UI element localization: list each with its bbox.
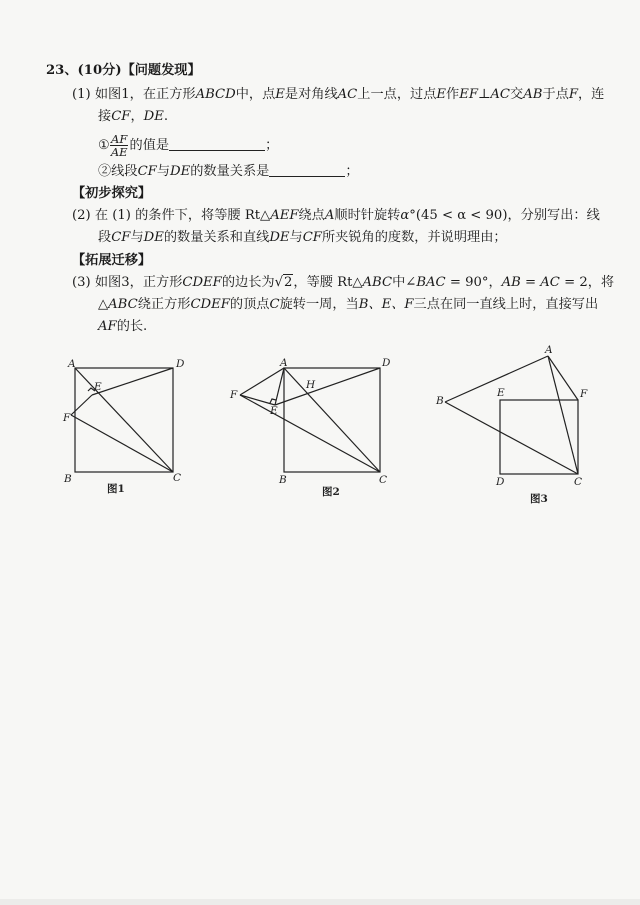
fig1-label-d: D	[176, 358, 185, 370]
fig3-label-c: C	[574, 476, 583, 488]
fig1-diagonal-ac	[75, 368, 173, 472]
fig3-segment-af	[548, 356, 578, 400]
fig2-label-c: C	[379, 474, 388, 486]
fig3-label-b: B	[436, 395, 444, 407]
section-extension-transfer: 【拓展迁移】	[72, 253, 152, 268]
fraction-af-ae: $\frac{AF}{AE}$	[110, 132, 128, 159]
fig3-segment-ac	[548, 356, 578, 474]
fig2-segment-de	[275, 368, 380, 405]
fig2-caption: 图2	[322, 486, 340, 498]
fig3-label-f: F	[580, 388, 588, 400]
fig2-label-f: F	[230, 389, 238, 401]
section-problem-discovery: 【问题发现】	[121, 63, 201, 78]
fig3-label-a: A	[545, 344, 553, 356]
part3-line1: (3) 如图3，正方形CDEF的边长为√2，等腰 Rt△ABC中∠BAC = 90°，AB = AC = 2，将	[72, 275, 615, 290]
fig2-diagonal-ac	[284, 368, 380, 472]
sqrt-two: √2	[274, 275, 293, 290]
fig2-segment-cf	[240, 395, 380, 472]
fig3-caption: 图3	[530, 493, 548, 505]
figure-3	[445, 356, 578, 474]
part1-q1: ① $\frac{AF}{AE}$ 的值是 ；	[98, 132, 279, 159]
answer-blank-q2[interactable]	[269, 162, 345, 177]
part1-q2: ②线段CF与DE的数量关系是 ；	[98, 164, 359, 179]
fig1-label-e: E	[94, 381, 102, 393]
fig1-label-a: A	[68, 358, 76, 370]
fig2-segment-fe	[240, 395, 275, 405]
fig1-segment-de	[92, 368, 173, 395]
fig3-label-e: E	[497, 387, 505, 399]
fig2-label-h: H	[306, 379, 316, 391]
fig1-segment-cf	[71, 415, 173, 472]
fig1-caption: 图1	[107, 483, 125, 495]
fig3-segment-bc	[445, 402, 578, 474]
part3-line2: △ABC绕正方形CDEF的顶点C旋转一周，当B、E、F三点在同一直线上时，直接写出	[98, 297, 599, 312]
fig2-label-e: E	[270, 405, 278, 417]
fig3-label-d: D	[496, 476, 505, 488]
page-bottom-edge	[0, 899, 640, 905]
part2-line1: (2) 在 (1) 的条件下，将等腰 Rt△AEF绕点A顺时针旋转α°(45 < α < 90)，分别写出：线	[72, 208, 600, 223]
fig1-label-b: B	[64, 473, 72, 485]
part1-line1: (1) 如图1，在正方形ABCD中，点E是对角线AC上一点，过点E作EF⊥AC交AB于点F，连	[72, 87, 605, 102]
part1-line2: 接CF，DE.	[98, 109, 169, 124]
part3-line3: AF的长.	[98, 319, 148, 334]
section-preliminary-exploration: 【初步探究】	[72, 186, 152, 201]
fig1-label-f: F	[63, 412, 71, 424]
fig3-square-cdef	[500, 400, 578, 474]
fig2-label-d: D	[382, 357, 391, 369]
figure-1	[71, 368, 173, 472]
answer-blank-q1[interactable]	[169, 136, 265, 151]
fig2-segment-ae	[275, 368, 284, 405]
fig1-segment-fe	[71, 395, 92, 415]
figures-area	[0, 340, 640, 540]
fig2-segment-af	[240, 368, 284, 395]
fig2-label-a: A	[280, 357, 288, 369]
part2-line2: 段CF与DE的数量关系和直线DE与CF所夹锐角的度数，并说明理由；	[98, 230, 507, 245]
question-number: 23、(10分)	[46, 63, 122, 78]
fig1-label-c: C	[173, 472, 182, 484]
fig2-label-b: B	[279, 474, 287, 486]
question-header	[46, 62, 201, 80]
